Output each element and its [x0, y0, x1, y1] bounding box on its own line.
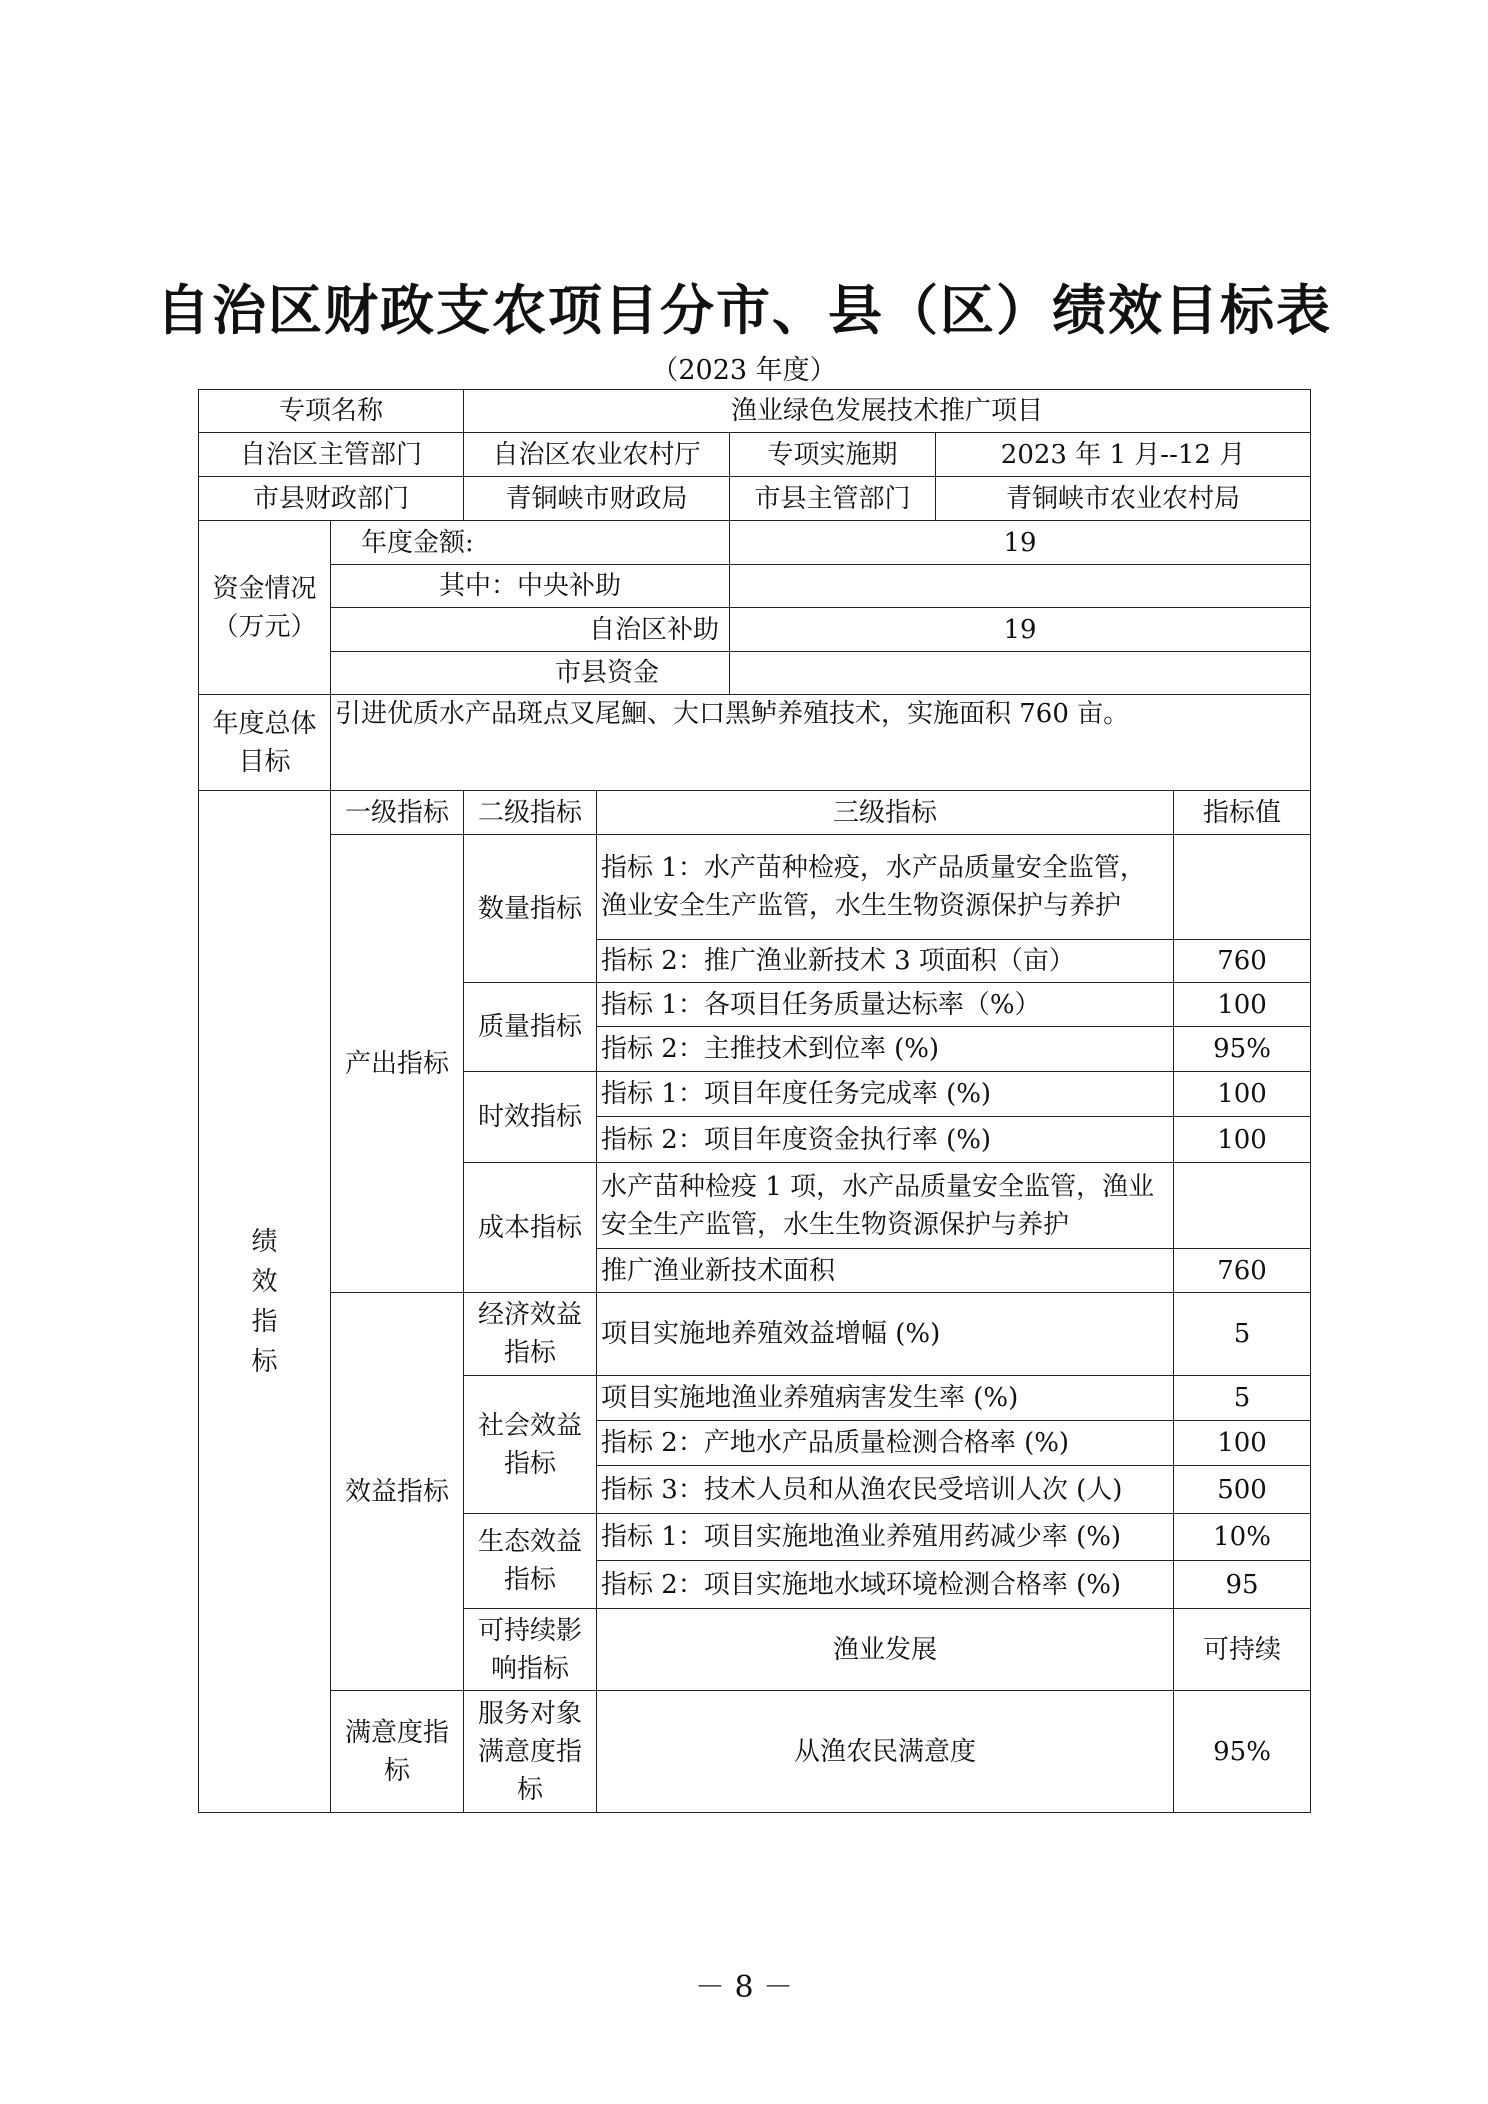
indicator-row-text: 指标 1：水产苗种检疫，水产品质量安全监管，渔业安全生产监管，水生生物资源保护与养护 [597, 835, 1174, 940]
indicator-row-value: 95% [1174, 1027, 1311, 1072]
goal-label: 年度总体目标 [199, 695, 331, 791]
indicator-row-value: 100 [1174, 1072, 1311, 1117]
economic-indicators-label: 经济效益指标 [464, 1293, 597, 1376]
header-level2: 二级指标 [464, 791, 597, 835]
output-indicators-label: 产出指标 [331, 835, 464, 1293]
social-indicators-label: 社会效益指标 [464, 1376, 597, 1514]
sustain-indicators-label: 可持续影响指标 [464, 1609, 597, 1691]
indicator-row-value: 760 [1174, 1249, 1311, 1293]
indicator-row-text: 指标 2：主推技术到位率 (%) [597, 1027, 1174, 1072]
document-title: 自治区财政支农项目分市、县（区）绩效目标表 [156, 279, 1332, 342]
indicator-row-text: 指标 1：项目实施地渔业养殖用药减少率 (%) [597, 1514, 1174, 1561]
indicator-row-value: 100 [1174, 1421, 1311, 1466]
satisfaction-indicators-label: 满意度指标 [331, 1691, 464, 1813]
benefit-indicators-label: 效益指标 [331, 1293, 464, 1691]
service-indicators-label: 服务对象满意度指标 [464, 1691, 597, 1813]
funds-city-label: 市县资金 [331, 652, 730, 695]
eco-indicators-label: 生态效益指标 [464, 1514, 597, 1609]
document-subtitle: （2023 年度） [651, 355, 837, 386]
indicator-row-text: 水产苗种检疫 1 项，水产品质量安全监管，渔业安全生产监管，水生生物资源保护与养护 [597, 1163, 1174, 1249]
indicator-row-text: 从渔农民满意度 [597, 1691, 1174, 1813]
funds-central-label: 其中：中央补助 [331, 565, 730, 608]
dept-label: 自治区主管部门 [199, 433, 464, 477]
indicator-row-value: 5 [1174, 1293, 1311, 1376]
indicators-section-text: 绩效指标 [251, 1226, 278, 1377]
timeliness-indicators-label: 时效指标 [464, 1072, 597, 1163]
funds-label: 资金情况（万元） [199, 521, 331, 695]
indicator-row-text: 指标 2：推广渔业新技术 3 项面积（亩） [597, 940, 1174, 983]
project-name-label: 专项名称 [199, 390, 464, 433]
indicator-row-text: 推广渔业新技术面积 [597, 1249, 1174, 1293]
indicator-row-text: 指标 2：项目年度资金执行率 (%) [597, 1117, 1174, 1163]
indicator-row-value: 95 [1174, 1561, 1311, 1609]
indicator-row-value: 95% [1174, 1691, 1311, 1813]
header-value: 指标值 [1174, 791, 1311, 835]
indicator-row-value: 760 [1174, 940, 1311, 983]
indicator-row-value: 5 [1174, 1376, 1311, 1421]
funds-region-value: 19 [730, 608, 1311, 652]
performance-target-table [198, 389, 1311, 1813]
header-level1: 一级指标 [331, 791, 464, 835]
funds-central-value [730, 565, 1311, 608]
page-number: － 8 － [694, 1970, 794, 2005]
indicator-row-text: 指标 1：项目年度任务完成率 (%) [597, 1072, 1174, 1117]
indicator-row-value: 100 [1174, 1117, 1311, 1163]
period-label: 专项实施期 [730, 433, 936, 477]
quantity-indicators-label: 数量指标 [464, 835, 597, 983]
city-finance-value: 青铜峡市财政局 [464, 477, 730, 521]
city-dept-value: 青铜峡市农业农村局 [936, 477, 1311, 521]
indicators-section-label [199, 791, 331, 1813]
city-finance-label: 市县财政部门 [199, 477, 464, 521]
indicator-row-text: 指标 3：技术人员和从渔农民受培训人次 (人) [597, 1466, 1174, 1514]
funds-region-label: 自治区补助 [331, 608, 730, 652]
goal-text: 引进优质水产品斑点叉尾鮰、大口黑鲈养殖技术，实施面积 760 亩。 [331, 695, 1311, 791]
dept-value: 自治区农业农村厅 [464, 433, 730, 477]
quality-indicators-label: 质量指标 [464, 983, 597, 1072]
indicator-row-value: 10% [1174, 1514, 1311, 1561]
indicator-row-text: 渔业发展 [597, 1609, 1174, 1691]
project-name-value: 渔业绿色发展技术推广项目 [464, 390, 1311, 433]
indicator-row-value: 100 [1174, 983, 1311, 1027]
funds-annual-label: 年度金额: [331, 521, 730, 565]
indicator-row-text: 项目实施地养殖效益增幅 (%) [597, 1293, 1174, 1376]
indicator-row-text: 指标 2：项目实施地水域环境检测合格率 (%) [597, 1561, 1174, 1609]
period-value: 2023 年 1 月--12 月 [936, 433, 1311, 477]
cost-indicators-label: 成本指标 [464, 1163, 597, 1293]
indicator-row-text: 指标 2：产地水产品质量检测合格率 (%) [597, 1421, 1174, 1466]
indicator-row-text: 指标 1：各项目任务质量达标率（%） [597, 983, 1174, 1027]
indicator-row-text: 项目实施地渔业养殖病害发生率 (%) [597, 1376, 1174, 1421]
indicator-row-value: 500 [1174, 1466, 1311, 1514]
city-dept-label: 市县主管部门 [730, 477, 936, 521]
indicator-row-value [1174, 1163, 1311, 1249]
indicator-row-value: 可持续 [1174, 1609, 1311, 1691]
funds-annual-value: 19 [730, 521, 1311, 565]
header-level3: 三级指标 [597, 791, 1174, 835]
funds-city-value [730, 652, 1311, 695]
indicator-row-value [1174, 835, 1311, 940]
